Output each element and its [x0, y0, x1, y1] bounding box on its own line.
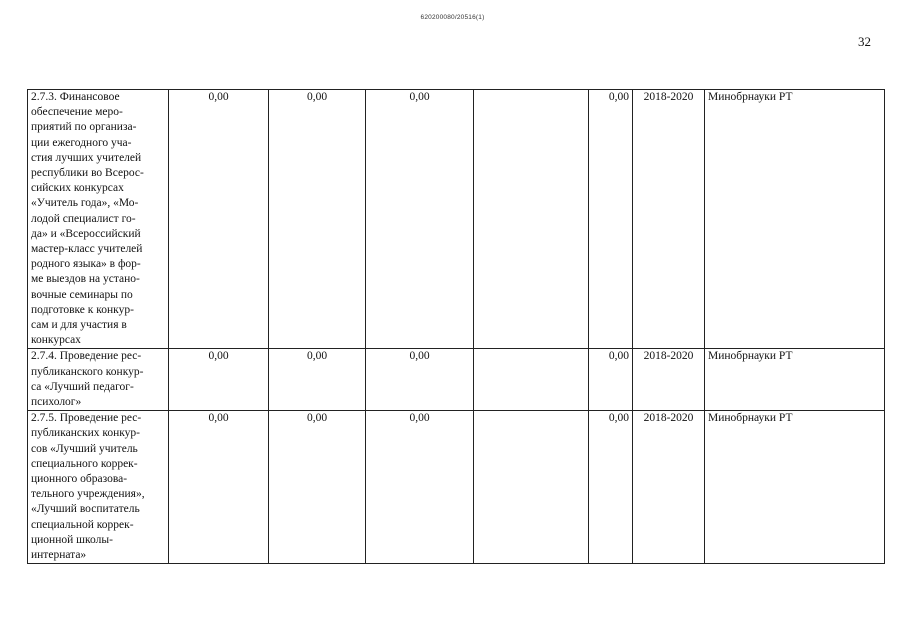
measure-description: 2.7.5. Проведение рес- публиканских конкур- сов «Лучший учитель специального коррек- ционного образова- тельного учреждения», «Лучший воспитатель специальной коррек- ционной школы- интерната»	[28, 411, 169, 564]
amount-cell: 0,00	[366, 411, 474, 564]
table-row	[28, 90, 885, 349]
amount-cell: 0,00	[589, 90, 633, 349]
amount-cell: 0,00	[589, 411, 633, 564]
period-cell: 2018-2020	[633, 90, 705, 349]
amount-cell: 0,00	[269, 411, 366, 564]
amount-cell: 0,00	[269, 349, 366, 411]
executor-cell: Минобрнауки РТ	[705, 411, 885, 564]
amount-cell	[474, 411, 589, 564]
measure-description: 2.7.4. Проведение рес- публиканского конкур- са «Лучший педагог- психолог»	[28, 349, 169, 411]
table-row	[28, 411, 885, 564]
amount-cell: 0,00	[169, 411, 269, 564]
amount-cell: 0,00	[169, 90, 269, 349]
document-id: 620200080/20516(1)	[420, 14, 485, 21]
measures-table	[27, 89, 885, 564]
page-number: 32	[858, 34, 871, 49]
period-cell: 2018-2020	[633, 349, 705, 411]
period-cell: 2018-2020	[633, 411, 705, 564]
amount-cell: 0,00	[366, 90, 474, 349]
amount-cell: 0,00	[366, 349, 474, 411]
amount-cell: 0,00	[269, 90, 366, 349]
executor-cell: Минобрнауки РТ	[705, 90, 885, 349]
table-row	[28, 349, 885, 411]
amount-cell	[474, 90, 589, 349]
executor-cell: Минобрнауки РТ	[705, 349, 885, 411]
amount-cell: 0,00	[589, 349, 633, 411]
amount-cell: 0,00	[169, 349, 269, 411]
measure-description: 2.7.3. Финансовое обеспечение меро- приятий по организа- ции ежегодного уча- стия лучших учителей республики во Всерос- сийских конкурсах «Учитель года», «Мо- лодой специалист го- да» и «Всероссийский мастер-класс учителей родного языка» в фор- ме выездов на устано- вочные семинары по подготовке к конкур- сам и для участия в конкурсах	[28, 90, 169, 349]
amount-cell	[474, 349, 589, 411]
